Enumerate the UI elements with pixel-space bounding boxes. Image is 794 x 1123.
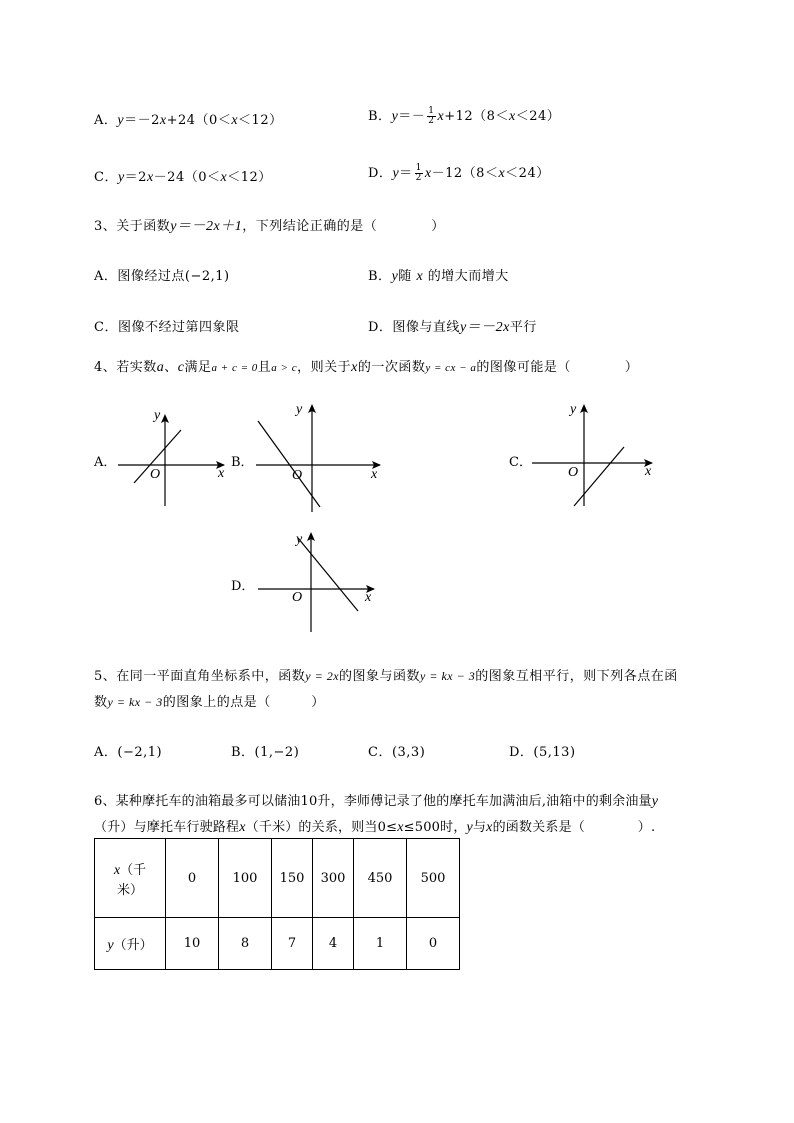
text: +12（8＜ bbox=[444, 109, 509, 124]
q4-option-c-label[interactable]: C． bbox=[509, 455, 532, 470]
q4-option-b-label[interactable]: B． bbox=[231, 455, 254, 470]
q2-option-a[interactable] bbox=[94, 109, 283, 129]
var-x: x bbox=[508, 109, 516, 124]
text: 满足 bbox=[184, 360, 212, 375]
x-label: x bbox=[365, 590, 372, 605]
origin-label: O bbox=[150, 467, 161, 482]
var-c: c bbox=[177, 360, 185, 375]
var-x: x bbox=[498, 166, 506, 181]
q4-option-a-label[interactable]: A． bbox=[94, 455, 117, 470]
var-y: y bbox=[117, 113, 125, 128]
condition: a + c = 0 bbox=[211, 362, 258, 374]
text: （千米）的关系，则当0≤ bbox=[245, 820, 398, 835]
text: 的图象与函数 bbox=[339, 669, 421, 684]
table-cell: 0 bbox=[407, 918, 460, 970]
frac-den: 2 bbox=[428, 116, 435, 126]
option-text: C．(3,3) bbox=[368, 745, 426, 760]
text: 米） bbox=[116, 882, 143, 898]
text: ＜12） bbox=[227, 170, 272, 185]
var-x: x bbox=[424, 166, 432, 181]
q4-option-d-label[interactable]: D． bbox=[231, 579, 255, 594]
function-line bbox=[258, 421, 320, 507]
table-row-y bbox=[95, 918, 460, 970]
text: ＝ bbox=[399, 166, 413, 181]
option-text: B．(1,−2) bbox=[231, 745, 300, 760]
y-label: y bbox=[296, 402, 303, 417]
option-text: C．图像不经过第四象限 bbox=[94, 320, 240, 335]
option-text: D．(5,13) bbox=[509, 745, 576, 760]
q3-option-b[interactable] bbox=[368, 265, 509, 285]
table-cell: 1 bbox=[354, 918, 407, 970]
text: +24（0＜ bbox=[166, 113, 232, 128]
q2-option-d[interactable] bbox=[368, 162, 550, 183]
function-line bbox=[574, 447, 624, 506]
var-y: y bbox=[107, 937, 114, 953]
table-cell: 100 bbox=[219, 839, 272, 918]
option-label: B． bbox=[368, 269, 392, 284]
text: ＜12） bbox=[238, 113, 283, 128]
text: （升）与摩托车行驶路程 bbox=[94, 820, 240, 835]
x-label: x bbox=[371, 467, 378, 482]
y-label: y bbox=[570, 402, 577, 417]
text: （千 bbox=[120, 862, 147, 878]
y-label: y bbox=[296, 532, 303, 547]
q3-option-d[interactable] bbox=[368, 316, 537, 336]
function: y = kx − 3 bbox=[420, 669, 476, 683]
table-cell: 450 bbox=[354, 839, 407, 918]
text: 3、关于函数 bbox=[94, 219, 171, 234]
text: 、 bbox=[164, 360, 178, 375]
q5-stem-line1 bbox=[94, 665, 678, 684]
q5-option-d[interactable] bbox=[509, 741, 576, 760]
q3-stem bbox=[94, 215, 445, 235]
var-x: x bbox=[220, 170, 228, 185]
text: 的图像可能是（ ） bbox=[476, 360, 639, 375]
text: ，下列结论正确的是（ ） bbox=[242, 219, 445, 234]
table-cell: 500 bbox=[407, 839, 460, 918]
text: （升） bbox=[113, 937, 153, 953]
text: 的函数关系是（ ）. bbox=[492, 820, 656, 835]
text: ＜24） bbox=[505, 166, 550, 181]
text: ＝－2 bbox=[124, 113, 160, 128]
var-x: x bbox=[397, 820, 404, 835]
text: D．图像与直线 bbox=[368, 320, 460, 335]
origin-label: O bbox=[568, 465, 579, 480]
text: 6、某种摩托车的油箱最多可以储油10升，李师傅记录了他的摩托车加满油后,油箱中的剩余油量 bbox=[94, 794, 652, 809]
var-y: y bbox=[392, 166, 400, 181]
var-x: x bbox=[351, 360, 358, 375]
table-header-x bbox=[95, 839, 166, 918]
table-row-x bbox=[95, 839, 460, 918]
q2-option-b[interactable] bbox=[368, 105, 560, 126]
frac-num: 1 bbox=[415, 163, 422, 173]
q5-option-c[interactable] bbox=[368, 741, 425, 760]
text: 的图象上的点是（ ） bbox=[162, 695, 325, 710]
origin-label: O bbox=[292, 590, 303, 605]
text: －12（8＜ bbox=[431, 166, 499, 181]
q6-data-table bbox=[94, 838, 460, 970]
option-label: C． bbox=[94, 170, 118, 185]
q6-stem-line1 bbox=[94, 790, 658, 810]
text: 的一次函数 bbox=[357, 360, 426, 375]
text: 数 bbox=[94, 695, 108, 710]
table-cell: 150 bbox=[272, 839, 313, 918]
option-text: A．(−2,1) bbox=[94, 745, 163, 760]
var-y: y bbox=[391, 109, 399, 124]
x-label: x bbox=[645, 464, 652, 479]
table-header-y bbox=[95, 918, 166, 970]
var-x: x bbox=[437, 109, 445, 124]
text: 随 bbox=[398, 269, 412, 284]
option-label: D． bbox=[368, 166, 393, 181]
q5-option-b[interactable] bbox=[231, 741, 299, 760]
text: 且 bbox=[257, 360, 272, 375]
var-x: x bbox=[486, 820, 493, 835]
var-x: x bbox=[146, 170, 154, 185]
var-a: a bbox=[156, 360, 165, 375]
q4-stem bbox=[94, 356, 638, 376]
table-cell: 4 bbox=[313, 918, 354, 970]
q5-stem-line2 bbox=[94, 691, 325, 710]
table-cell: 8 bbox=[219, 918, 272, 970]
function-line bbox=[298, 538, 358, 611]
frac-den: 2 bbox=[415, 173, 422, 183]
q3-option-a[interactable] bbox=[94, 265, 230, 284]
var-x: x bbox=[113, 862, 121, 878]
text: 5、在同一平面直角坐标系中，函数 bbox=[94, 669, 306, 684]
q4-graph-a[interactable] bbox=[112, 402, 230, 514]
origin-label: O bbox=[292, 468, 303, 483]
option-label: A． bbox=[94, 113, 118, 128]
var-x: x bbox=[239, 820, 246, 835]
text: ＜24） bbox=[515, 109, 561, 124]
function: y＝－2x＋1 bbox=[170, 219, 243, 234]
table-cell: 300 bbox=[313, 839, 354, 918]
text: ＝－ bbox=[398, 109, 426, 124]
text: 的图象互相平行，则下列各点在函 bbox=[475, 669, 678, 684]
text: －24（0＜ bbox=[153, 170, 221, 185]
var-x: x bbox=[231, 113, 239, 128]
q4-graph-c[interactable] bbox=[528, 396, 660, 512]
table-cell: 7 bbox=[272, 918, 313, 970]
text: ＝2 bbox=[124, 170, 147, 185]
fraction bbox=[415, 164, 423, 183]
option-label: B． bbox=[368, 109, 392, 124]
x-label: x bbox=[218, 466, 225, 481]
option-text: A．图像经过点(−2,1) bbox=[94, 269, 230, 284]
var-y: y bbox=[117, 170, 125, 185]
function: y = cx − a bbox=[425, 362, 477, 374]
table-cell: 0 bbox=[166, 839, 219, 918]
q4-graph-d[interactable] bbox=[254, 526, 384, 636]
text: 的增大而增大 bbox=[427, 269, 509, 284]
var-x: x bbox=[159, 113, 167, 128]
text: 与 bbox=[472, 820, 487, 835]
text: ≤500时， bbox=[403, 820, 467, 835]
condition: a > c bbox=[271, 362, 298, 374]
q2-option-c[interactable] bbox=[94, 166, 272, 186]
q5-option-a[interactable] bbox=[94, 741, 162, 760]
text: ，则关于 bbox=[297, 360, 352, 375]
frac-num: 1 bbox=[428, 106, 435, 116]
var-y: y bbox=[391, 269, 399, 284]
q6-stem-line2 bbox=[94, 816, 655, 836]
function: y = 2x bbox=[305, 669, 340, 683]
q4-graph-b[interactable] bbox=[248, 396, 388, 518]
var-x: x bbox=[416, 269, 424, 284]
table-cell: 10 bbox=[166, 918, 219, 970]
function: y＝－2x bbox=[459, 320, 510, 335]
fraction bbox=[427, 107, 435, 126]
var-y: y bbox=[466, 820, 473, 835]
q3-option-c[interactable] bbox=[94, 316, 239, 335]
var-y: y bbox=[651, 794, 659, 809]
y-label: y bbox=[154, 408, 161, 423]
text: 平行 bbox=[509, 320, 537, 335]
text: 4、若实数 bbox=[94, 360, 157, 375]
function: y = kx − 3 bbox=[107, 695, 163, 709]
